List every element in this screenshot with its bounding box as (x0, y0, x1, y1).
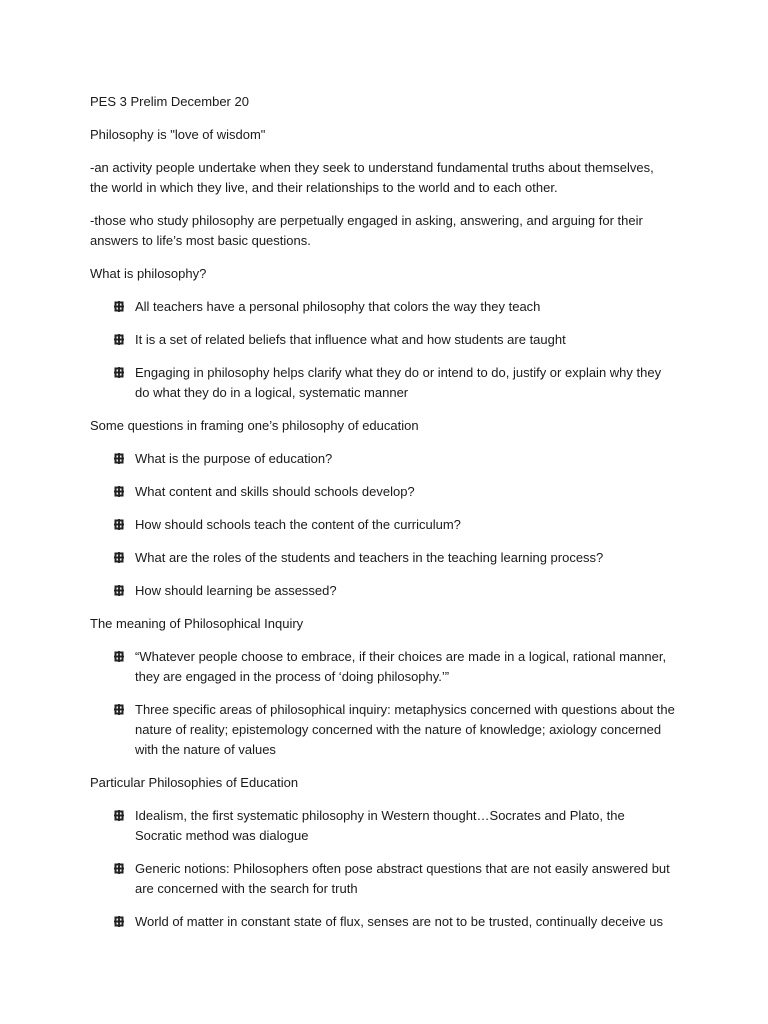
list-item (90, 449, 675, 469)
list-item (90, 912, 675, 932)
ornate-square-bullet-icon (114, 552, 124, 563)
ornate-square-bullet-icon (114, 453, 124, 464)
section-heading: Some questions in framing one’s philosophy of education (90, 418, 419, 433)
list-item-text: How should learning be assessed? (135, 583, 337, 598)
bullet-list (90, 806, 675, 932)
philosophy-description-1: -an activity people undertake when they seek to understand fundamental truths about themselves, the world in which they live, and their relationships to the world and to each other. (90, 160, 654, 195)
list-item-text: What are the roles of the students and teachers in the teaching learning process? (135, 550, 604, 565)
sections-container (90, 264, 675, 932)
section-heading: Particular Philosophies of Education (90, 775, 299, 790)
ornate-square-bullet-icon (114, 810, 124, 821)
list-item (90, 647, 675, 687)
list-item-text: Generic notions: Philosophers often pose abstract questions that are not easily answered but are concerned with the search for truth (135, 861, 670, 896)
section-heading: The meaning of Philosophical Inquiry (90, 616, 304, 631)
list-item-text: It is a set of related beliefs that influence what and how students are taught (135, 332, 566, 347)
list-item-text: “Whatever people choose to embrace, if their choices are made in a logical, rational manner, they are engaged in the process of ‘doing philosophy.’” (135, 649, 667, 684)
philosophy-description-2: -those who study philosophy are perpetually engaged in asking, answering, and arguing for their answers to life’s most basic questions. (90, 213, 643, 248)
list-item (90, 581, 675, 601)
ornate-square-bullet-icon (114, 367, 124, 378)
list-item (90, 859, 675, 899)
ornate-square-bullet-icon (114, 519, 124, 530)
ornate-square-bullet-icon (114, 704, 124, 715)
list-item (90, 330, 675, 350)
ornate-square-bullet-icon (114, 585, 124, 596)
ornate-square-bullet-icon (114, 863, 124, 874)
ornate-square-bullet-icon (114, 301, 124, 312)
bullet-list (90, 297, 675, 403)
bullet-list (90, 449, 675, 601)
document-page (90, 92, 675, 945)
list-item (90, 548, 675, 568)
list-item (90, 515, 675, 535)
philosophy-definition: Philosophy is "love of wisdom" (90, 127, 266, 142)
section-heading: What is philosophy? (90, 266, 207, 281)
ornate-square-bullet-icon (114, 486, 124, 497)
list-item-text: What is the purpose of education? (135, 451, 333, 466)
list-item (90, 482, 675, 502)
list-item (90, 297, 675, 317)
list-item-text: How should schools teach the content of the curriculum? (135, 517, 461, 532)
ornate-square-bullet-icon (114, 916, 124, 927)
bullet-list (90, 647, 675, 760)
list-item (90, 363, 675, 403)
document-title: PES 3 Prelim December 20 (90, 94, 249, 109)
list-item-text: All teachers have a personal philosophy that colors the way they teach (135, 299, 541, 314)
list-item (90, 806, 675, 846)
list-item (90, 700, 675, 760)
list-item-text: Idealism, the first systematic philosophy in Western thought…Socrates and Plato, the Socratic method was dialogue (135, 808, 625, 843)
list-item-text: Three specific areas of philosophical inquiry: metaphysics concerned with questions about the nature of reality; epistemology concerned with the nature of knowledge; axiology concerned with the nature of values (135, 702, 675, 757)
ornate-square-bullet-icon (114, 651, 124, 662)
list-item-text: What content and skills should schools develop? (135, 484, 415, 499)
list-item-text: Engaging in philosophy helps clarify what they do or intend to do, justify or explain why they do what they do in a logical, systematic manner (135, 365, 662, 400)
ornate-square-bullet-icon (114, 334, 124, 345)
list-item-text: World of matter in constant state of flux, senses are not to be trusted, continually deceive us (135, 914, 663, 929)
